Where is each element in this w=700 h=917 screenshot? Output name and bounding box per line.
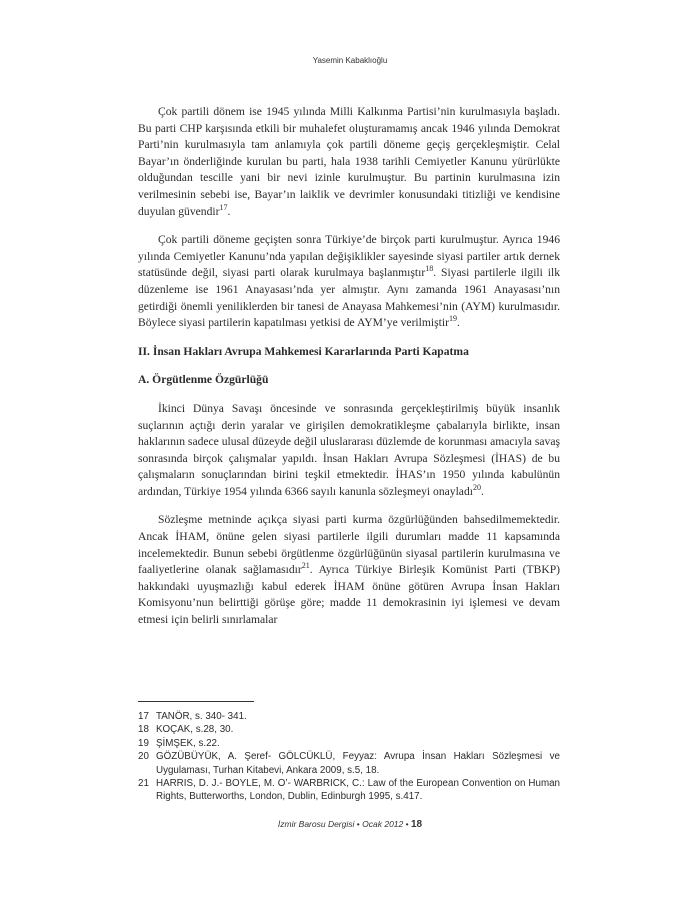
footnote-text: KOÇAK, s.28, 30. <box>156 724 234 736</box>
paragraph-2-text: Çok partili döneme geçişten sonra Türkiye’de birçok parti kurulmuştur. Ayrıca 1946 yılında Cemiyetler Kanunu’nda yapılan değişiklikler sayesinde siyasi partiler artık dernek statüsünde değil, siyasi parti olarak kurulmaya başlanmıştır <box>138 233 560 280</box>
paragraph-2 <box>138 232 560 332</box>
journal-name: İzmir Barosu Dergisi <box>277 819 355 829</box>
footer-separator: • <box>405 819 409 829</box>
paragraph-4-text: Sözleşme metninde açıkça siyasi parti kurma özgürlüğünden bahsedilmemektedir. Ancak İHAM, önüne gelen siyasi partilerle ilgili durumları madde 11 kapsamında incelemektedir. Bunun sebebi örgütlenme özgürlüğünün siyasal partilerin kurulmasına ve faaliyetlerine olanak sağlamasıdır <box>138 513 560 577</box>
footnote-number: 19 <box>138 737 149 749</box>
footnote-item <box>138 710 560 723</box>
paragraph-2-middle: . Siyasi partilerle ilgili ilk düzenleme ise 1961 Anayasası’nda yer almıştır. Aynı zamanda 1961 Anayasası’nın getirdiği önemli yeniliklerden bir tanesi de Anayasa Mahkemesi’nin (AYM) kurulmasıdır. Böylece siyasi partilerin kapatılması yetkisi de AYM’ye verilmiştir <box>138 266 560 330</box>
footnote-ref-17[interactable]: 17 <box>219 202 228 212</box>
running-head-author: Yasemin Kabaklıoğlu <box>312 56 388 65</box>
footnote-ref-20[interactable]: 20 <box>472 483 481 493</box>
paragraph-3-text: İkinci Dünya Savaşı öncesinde ve sonrasında gerçekleştirilmiş büyük insanlık suçlarının açtığı derin yaralar ve girişilen demokratikleşme çabalarıyla birlikte, insan haklarının sadece ulusal düzeyde değil uluslararası düzlemde de korunması amacıyla savaş sonrasında birçok çalışmalar yapıldı. İnsan Hakları Avrupa Sözleşmesi (İHAS) de bu çalışmaların sonuçlarından birini teşkil etmektedir. İHAS’ın 1950 yılında kabulünün ardından, Türkiye 1954 yılında 6366 sayılı kanunla sözleşmeyi onayladı <box>138 401 560 498</box>
footnote-number: 20 <box>138 751 149 763</box>
footnote-ref-18[interactable]: 18 <box>425 264 434 274</box>
footnote-item <box>138 723 560 736</box>
issue-date: Ocak 2012 <box>362 819 404 829</box>
paragraph-1-text: Çok partili dönem ise 1945 yılında Milli Kalkınma Partisi’nin kurulmasıyla başladı. Bu parti CHP karşısında etkili bir muhalefet oluşturamamış ancak 1946 yılında Demokrat Parti’nin kurulmasıyla tam anlamıyla çok partili döneme geçiş gerçekleşmiştir. Celal Bayar’ın önderliğinde kurulan bu parti, hala 1938 tarihli Cemiyetler Kanunu yürürlükte olduğundan tescille yani bir nevi izinle kurulmuştur. Bu partinin kurulmasına izin verilmesinin sebebi ise, Bayar’ın laiklik ve devrimler konusundaki titizliği ve kendisine duyulan güvendir <box>138 105 560 218</box>
footnote-text: ŞİMŞEK, s.22. <box>156 737 220 749</box>
footnote-number: 17 <box>138 711 149 722</box>
paragraph-1 <box>138 104 560 220</box>
footnote-item <box>138 777 560 804</box>
footer-separator: • <box>356 819 360 829</box>
footnote-text: HARRIS, D. J.- BOYLE, M. O’- WARBRICK, C.: Law of the European Convention on Human Rights, Butterworths, London, Dublin, Edinburgh 1995, s.417. <box>156 778 560 803</box>
footnote-divider <box>138 701 254 702</box>
body-text <box>138 104 560 641</box>
page-number: 18 <box>411 819 423 830</box>
paragraph-2-tail: . <box>456 316 460 330</box>
paragraph-1-tail: . <box>227 204 231 218</box>
paragraph-4 <box>138 512 560 628</box>
footnote-item <box>138 750 560 777</box>
footnote-item <box>138 737 560 750</box>
footnote-number: 18 <box>138 724 149 736</box>
footnote-text: TANÖR, s. 340- 341. <box>156 711 247 722</box>
page-footer <box>0 819 700 830</box>
subsection-heading: A. Örgütlenme Özgürlüğü <box>138 373 269 387</box>
footnote-number: 21 <box>138 778 149 790</box>
footnotes <box>138 710 560 804</box>
section-heading: II. İnsan Hakları Avrupa Mahkemesi Kararlarında Parti Kapatma <box>138 344 469 358</box>
footnote-ref-19[interactable]: 19 <box>448 314 457 324</box>
paragraph-3 <box>138 401 560 501</box>
paragraph-3-tail: . <box>480 484 484 498</box>
footnote-ref-21[interactable]: 21 <box>301 561 310 571</box>
paragraph-4-tail: . Ayrıca Türkiye Birleşik Komünist Parti (TBKP) hakkındaki uyuşmazlığı kabul ederek İHAM önüne götüren Avrupa İnsan Hakları Komisyonu’nun belirttiği görüşe göre; madde 11 demokrasinin iyi işlemesi ve devam etmesi için belirli sınırlamalar <box>138 563 560 627</box>
footnote-text: GÖZÜBÜYÜK, A. Şeref- GÖLCÜKLÜ, Feyyaz: Avrupa İnsan Hakları Sözleşmesi ve Uygulaması, Turhan Kitabevi, Ankara 2009, s.5, 18. <box>156 751 560 776</box>
